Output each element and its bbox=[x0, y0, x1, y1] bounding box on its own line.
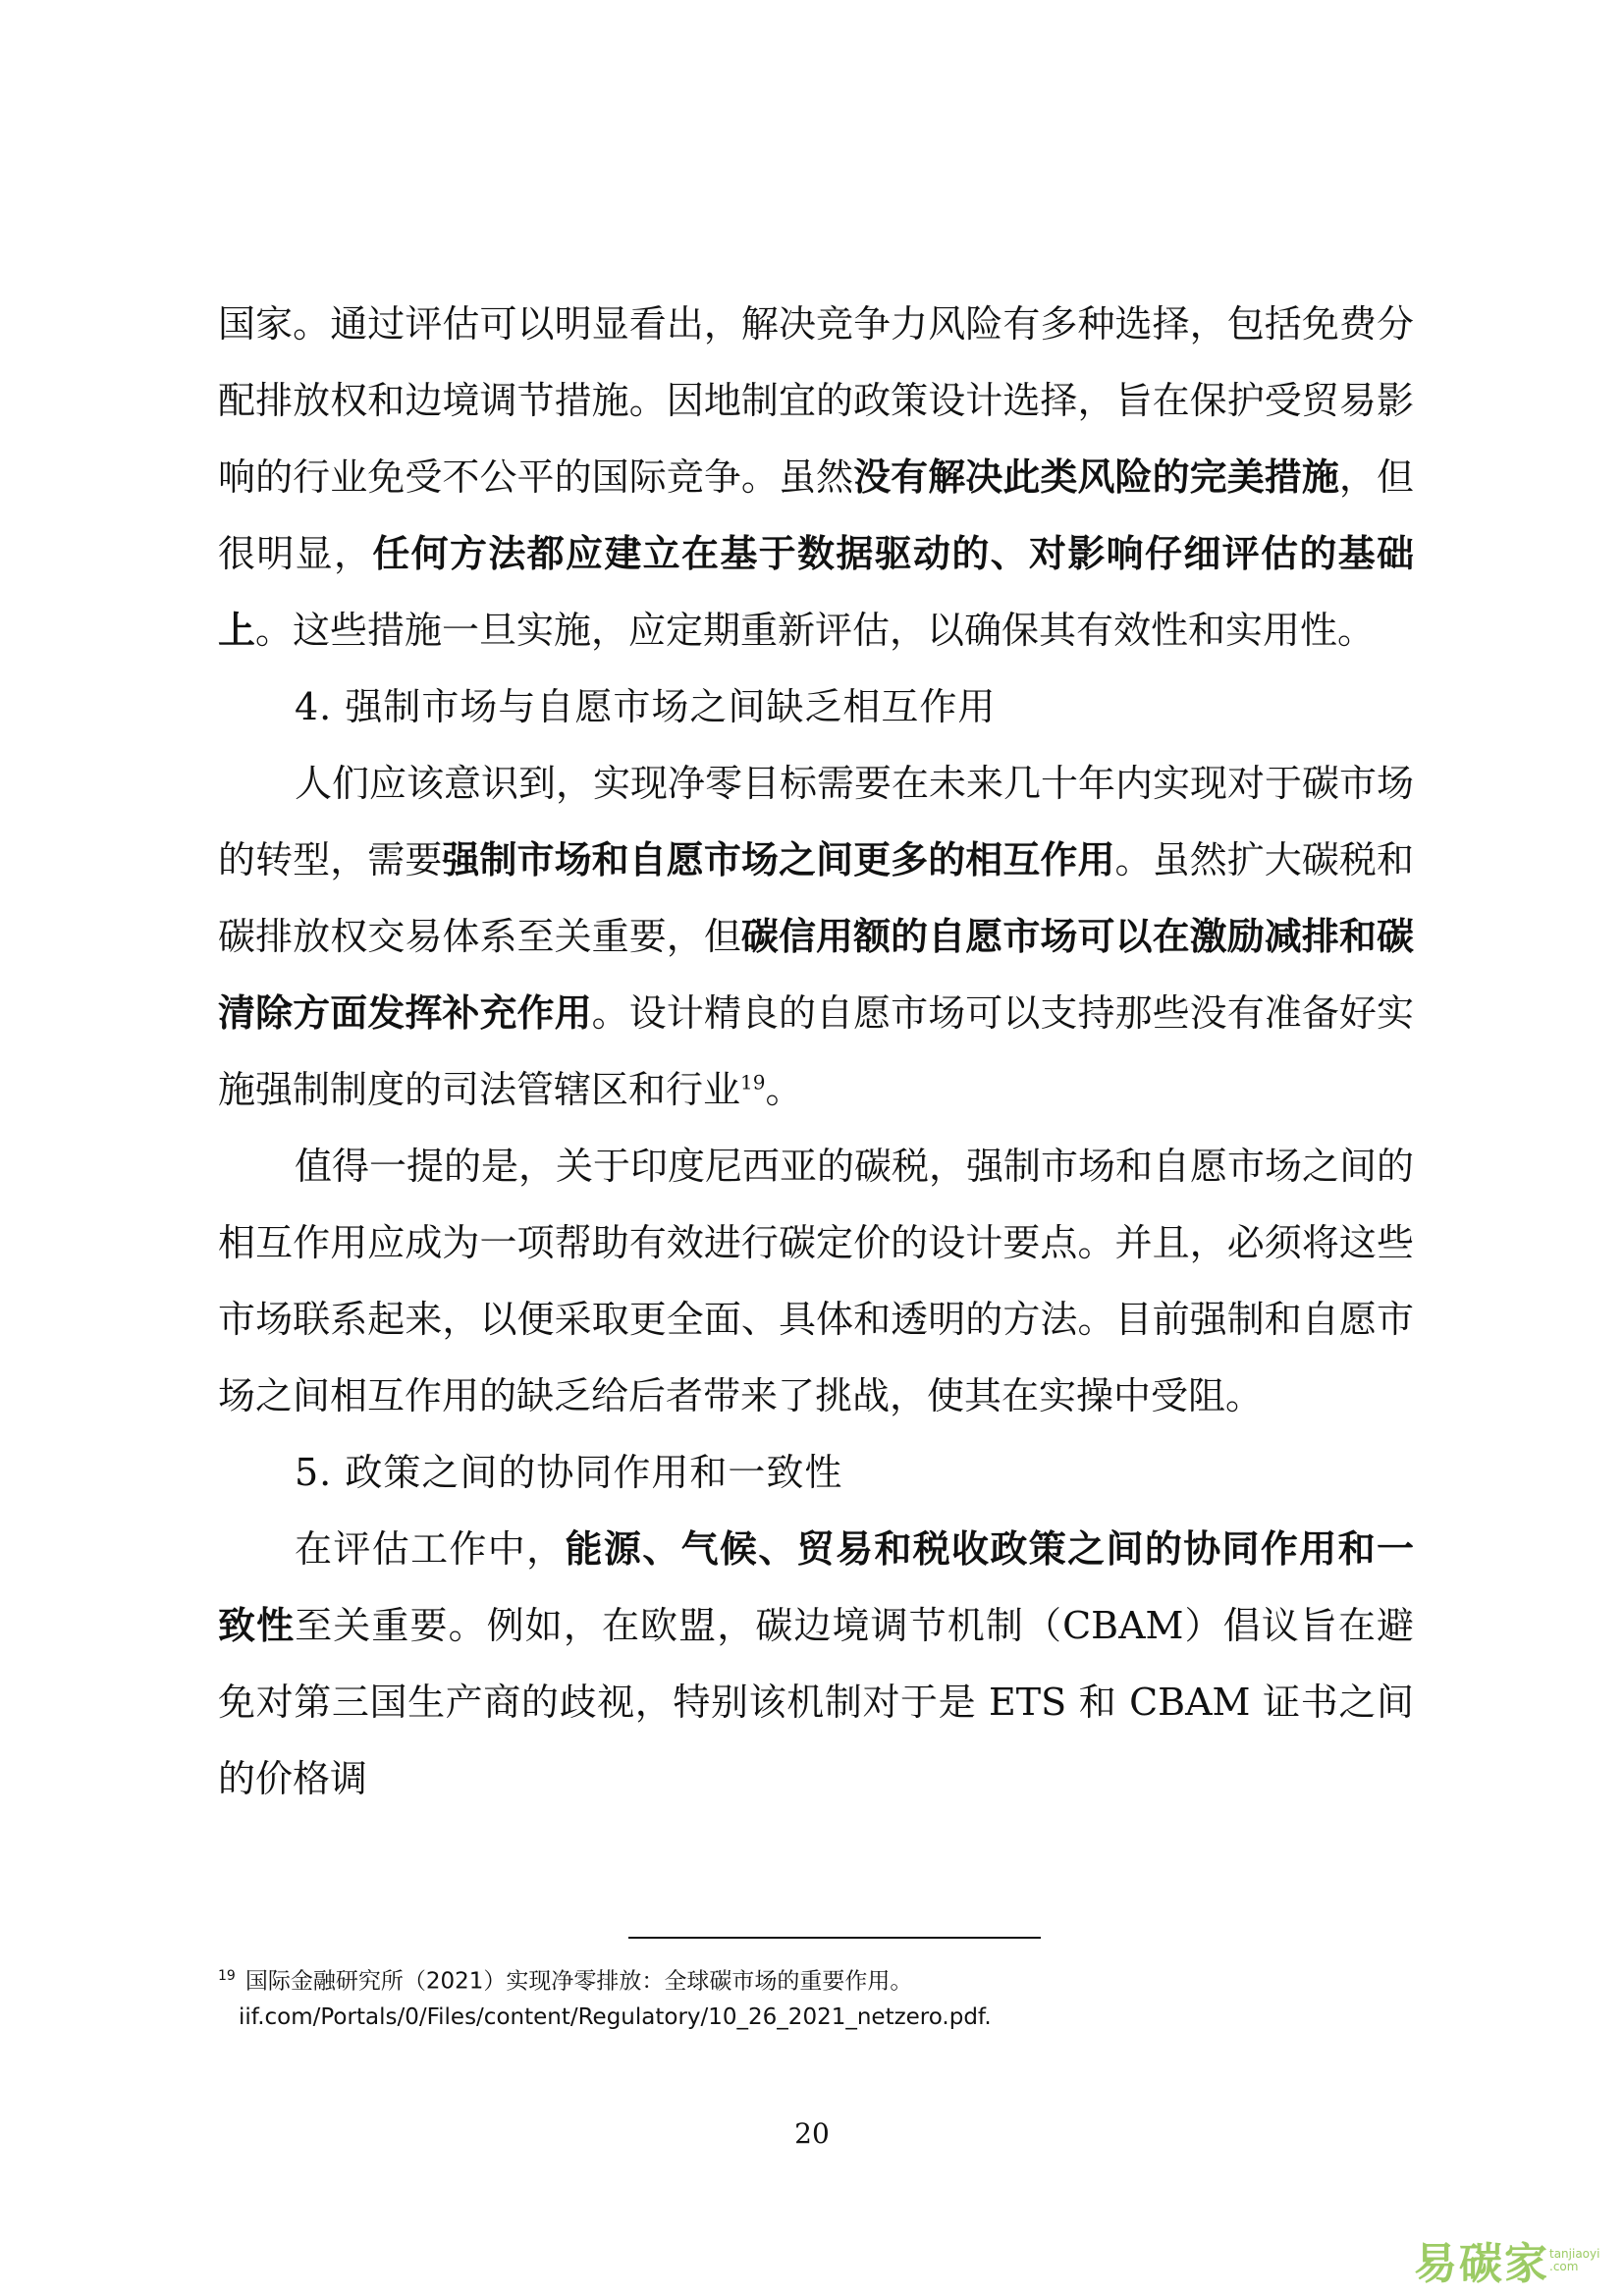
paragraph-4 bbox=[218, 1511, 1414, 1817]
text-segment: 至关重要。例如，在欧盟，碳边境调节机制（CBAM）倡议旨在避免对第三国生产商的歧视，特别该机制对于是 ETS 和 CBAM 证书之间的价格调 bbox=[218, 1604, 1414, 1800]
text-segment: 值得一提的是，关于印度尼西亚的碳税，强制市场和自愿市场之间的相互作用应成为一项帮助有效进行碳定价的设计要点。并且，必须将这些市场联系起来，以便采取更全面、具体和透明的方法。目前强制和自愿市场之间相互作用的缺乏给后者带来了挑战，使其在实操中受阻。 bbox=[218, 1145, 1415, 1417]
watermark-logo bbox=[1414, 2228, 1610, 2287]
page-number: 20 bbox=[794, 2117, 830, 2150]
paragraph-3 bbox=[218, 1128, 1414, 1434]
section-heading-5 bbox=[218, 1434, 1414, 1511]
body-text bbox=[218, 286, 1414, 1817]
text-segment: 。虽然扩大碳税和碳排放权交易体系至关重要，但 bbox=[218, 838, 1414, 958]
text-segment: 。 bbox=[765, 1068, 803, 1111]
emphasis-text: 任何方法都应建立在基于数据驱动的、对影响仔细评估的基础上 bbox=[218, 532, 1414, 652]
footnote-link[interactable]: iif.com/Portals/0/Files/content/Regulatory/10_26_2021_netzero.pdf. bbox=[239, 2003, 992, 2030]
footnote-reference: 19 bbox=[740, 1070, 766, 1095]
footnote-divider bbox=[628, 1937, 1041, 1939]
emphasis-text: 强制市场和自愿市场之间更多的相互作用 bbox=[442, 838, 1115, 881]
emphasis-text: 碳信用额的自愿市场可以在激励减排和碳清除方面发挥补充作用 bbox=[218, 915, 1414, 1035]
footnote bbox=[218, 1958, 1377, 2035]
text-segment: 5. 政策之间的协同作用和一致性 bbox=[295, 1451, 843, 1494]
text-segment: 。这些措施一旦实施，应定期重新评估，以确保其有效性和实用性。 bbox=[255, 609, 1376, 652]
text-segment: 4. 强制市场与自愿市场之间缺乏相互作用 bbox=[295, 685, 997, 728]
watermark-site-line2: .com bbox=[1549, 2260, 1579, 2273]
text-segment: ，但很明显， bbox=[218, 455, 1414, 575]
emphasis-text: 能源、气候、贸易和税收政策之间的协同作用和一致性 bbox=[218, 1527, 1414, 1647]
paragraph-2 bbox=[218, 745, 1414, 1128]
text-segment: 国家。通过评估可以明显看出，解决竞争力风险有多种选择，包括免费分配排放权和边境调节措施。因地制宜的政策设计选择，旨在保护受贸易影响的行业免受不公平的国际竞争。虽然 bbox=[218, 302, 1414, 499]
section-heading-4 bbox=[218, 668, 1414, 745]
watermark-site bbox=[1549, 2248, 1599, 2273]
footnote-text: 国际金融研究所（2021）实现净零排放：全球碳市场的重要作用。 bbox=[244, 1968, 913, 1995]
text-segment: 在评估工作中， bbox=[295, 1527, 566, 1571]
paragraph-1 bbox=[218, 286, 1414, 668]
text-segment: 人们应该意识到，实现净零目标需要在未来几十年内实现对于碳市场的转型，需要 bbox=[218, 762, 1415, 881]
watermark-logo-text: 易碳家 bbox=[1414, 2239, 1549, 2289]
text-segment: 。设计精良的自愿市场可以支持那些没有准备好实施强制制度的司法管辖区和行业 bbox=[218, 991, 1414, 1111]
footnote-number: 19 bbox=[218, 1968, 236, 1984]
watermark-site-line1: tanjiaoyi bbox=[1549, 2247, 1600, 2261]
emphasis-text: 没有解决此类风险的完美措施 bbox=[853, 455, 1339, 499]
